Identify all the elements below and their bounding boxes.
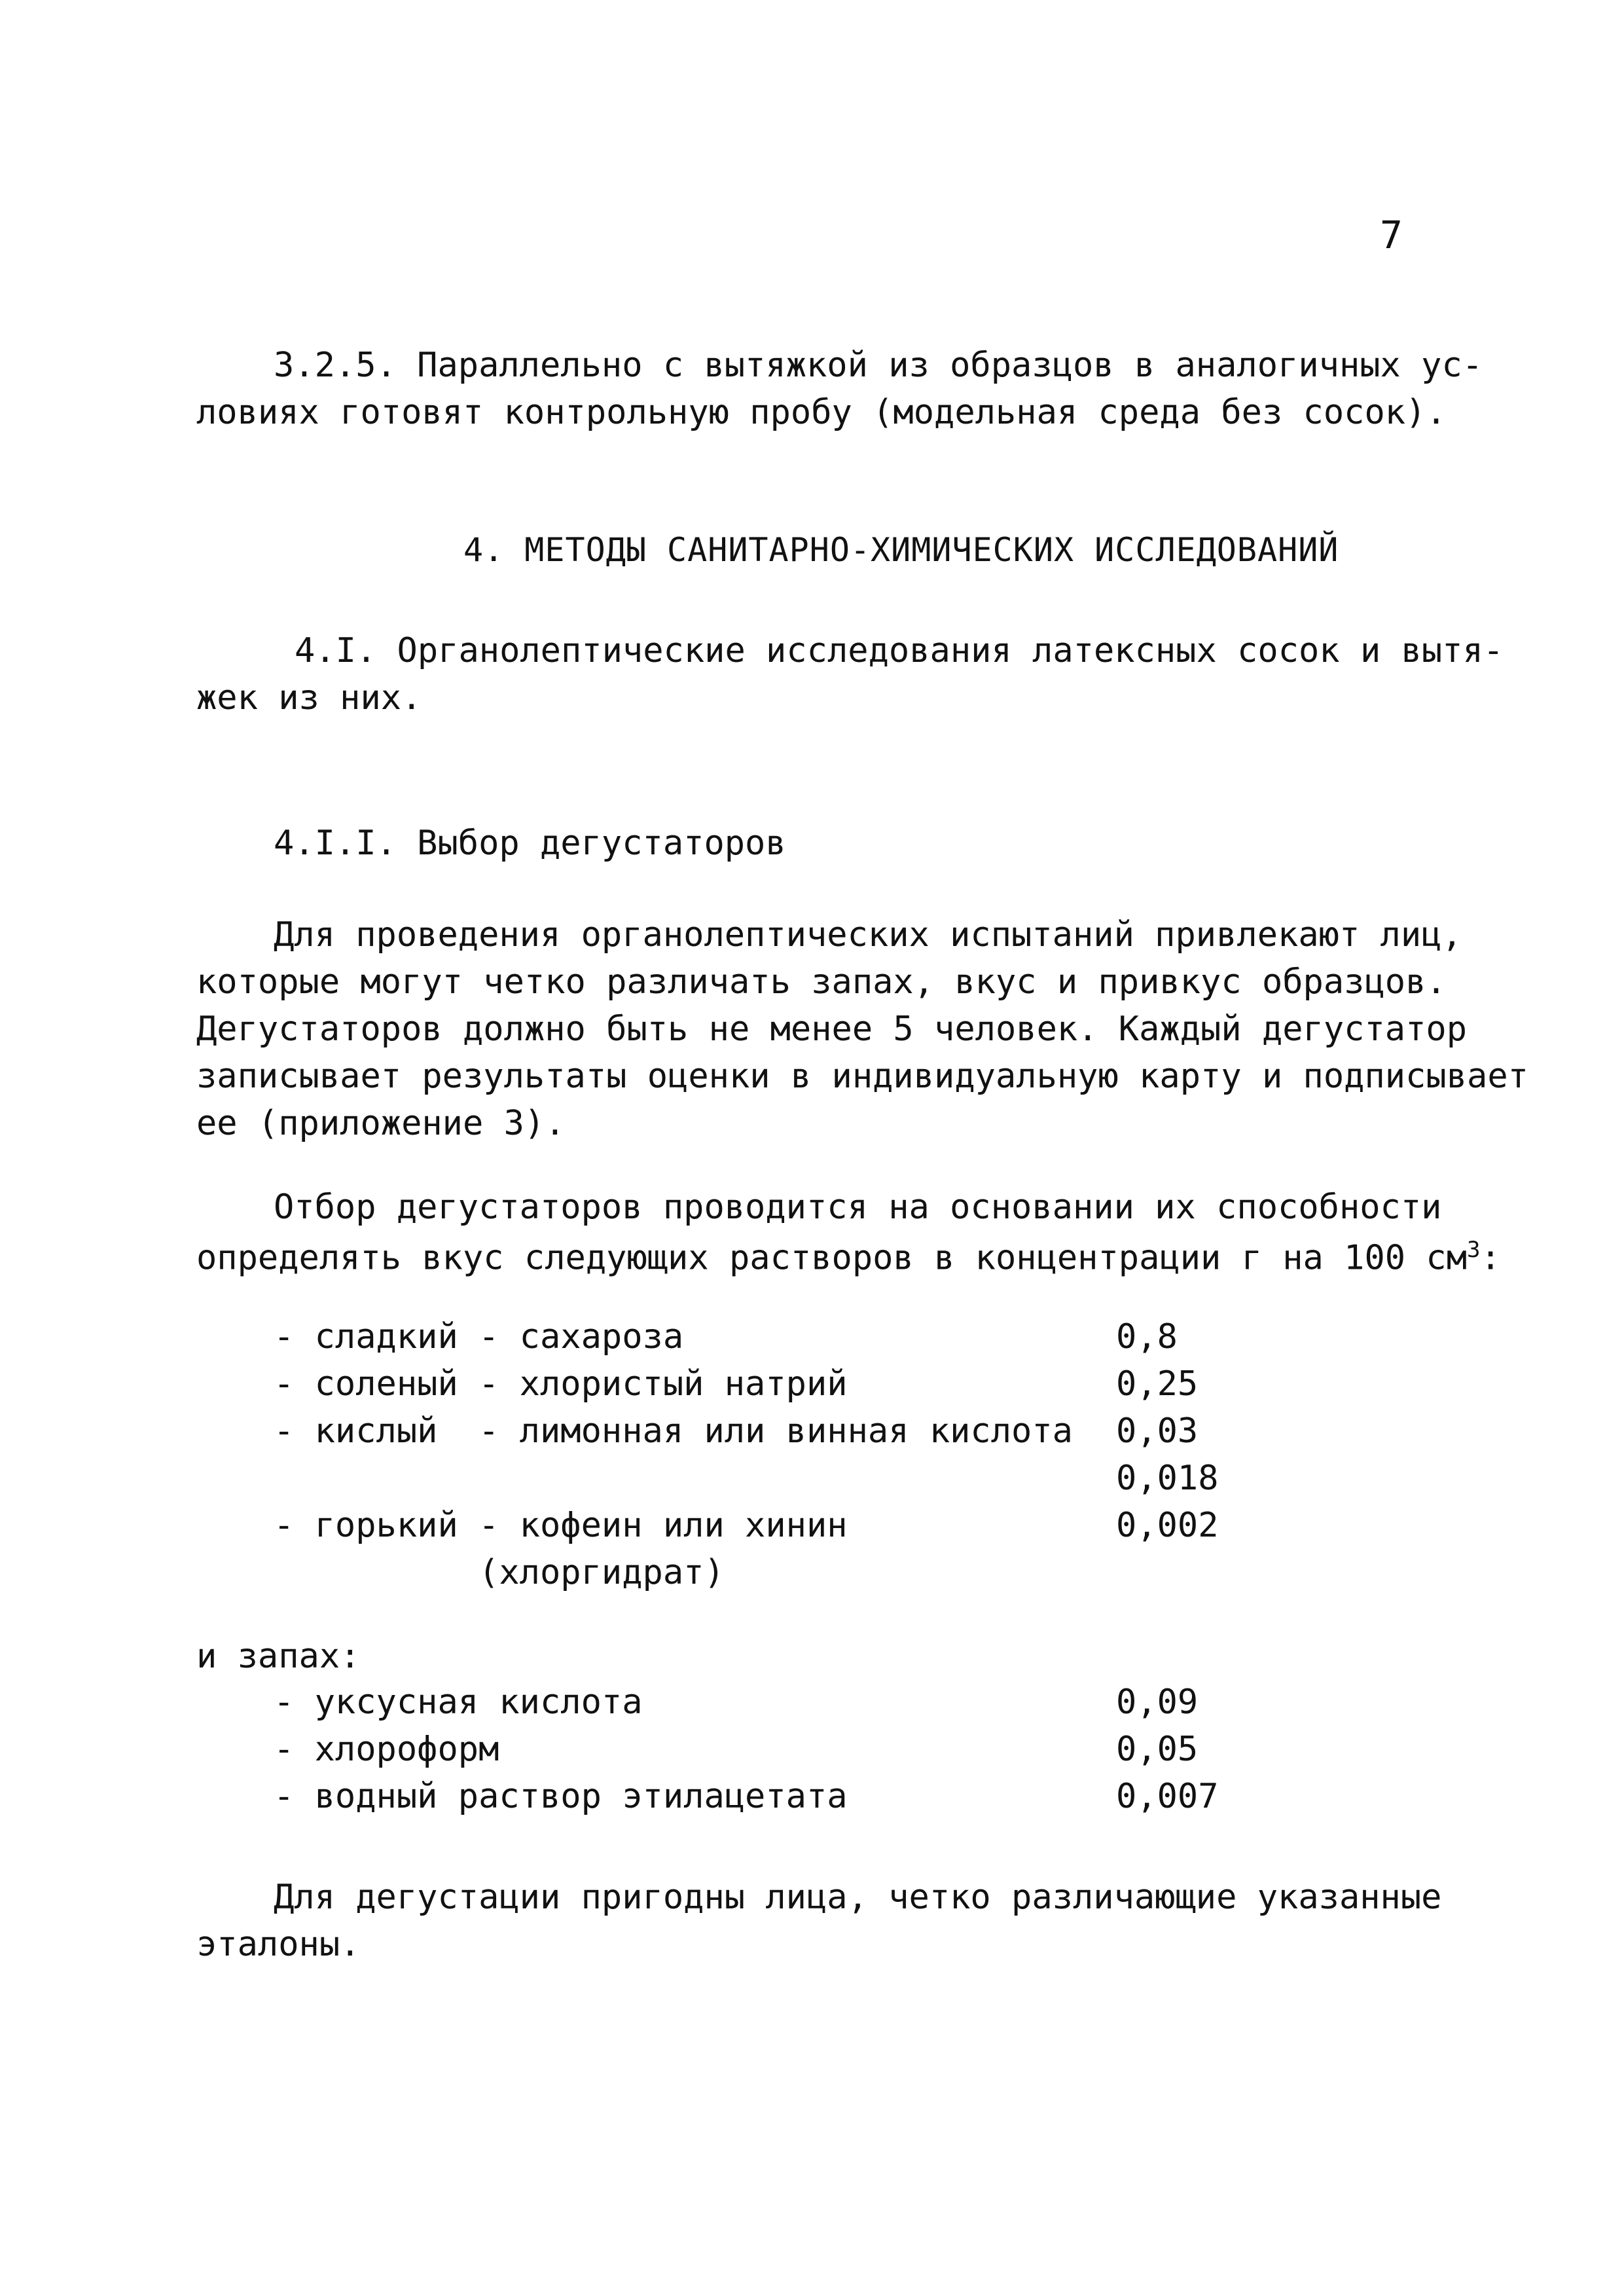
paragraph-2-line-1: Отбор дегустаторов проводится на основании их способности [274, 1188, 1442, 1227]
taste-value-sweet: 0,8 [1116, 1317, 1178, 1357]
taste-item-salty: - соленый - хлористый натрий [274, 1364, 848, 1404]
superscript-3: 3 [1467, 1237, 1481, 1263]
section-3-2-5-line-2: ловиях готовят контрольную пробу (модельная среда без сосок). [196, 393, 1447, 432]
section-4-1-1-title: 4.I.I. Выбор дегустаторов [274, 824, 786, 863]
paragraph-2-line-2 [196, 1237, 1501, 1278]
taste-value-sour: 0,03 [1116, 1412, 1199, 1451]
taste-value-bitter: 0,002 [1116, 1506, 1219, 1545]
section-4-1-line-1: 4.I. Органолептические исследования латексных сосок и вытя- [295, 631, 1504, 670]
paragraph-1-line-2: которые могут четко различать запах, вкус и привкус образцов. [196, 962, 1447, 1002]
section-4-1-line-2: жек из них. [196, 678, 422, 718]
paragraph-1-line-4: записывает результаты оценки в индивидуальную карту и подписывает [196, 1057, 1528, 1096]
paragraph-2-line-2-colon: : [1480, 1238, 1501, 1278]
page-number: 7 [1380, 213, 1403, 257]
smell-value-chloroform: 0,05 [1116, 1730, 1199, 1769]
taste-item-sour: - кислый - лимонная или винная кислота [274, 1412, 1073, 1451]
section-4-heading: 4. МЕТОДЫ САНИТАРНО-ХИМИЧЕСКИХ ИССЛЕДОВАНИЙ [463, 531, 1339, 569]
taste-value-sour-alt: 0,018 [1116, 1459, 1219, 1498]
taste-item-bitter: - горький - кофеин или хинин [274, 1506, 848, 1545]
paragraph-1-line-5: ее (приложение 3). [196, 1104, 566, 1143]
taste-value-salty: 0,25 [1116, 1364, 1199, 1404]
smell-value-ethyl-acetate: 0,007 [1116, 1777, 1219, 1816]
smell-item-acetic-acid: - уксусная кислота [274, 1683, 643, 1722]
paragraph-1-line-1: Для проведения органолептических испытаний привлекают лиц, [274, 915, 1462, 955]
section-3-2-5-line-1: 3.2.5. Параллельно с вытяжкой из образцов в аналогичных ус- [274, 346, 1483, 385]
paragraph-2-line-2-text: определять вкус следующих растворов в концентрации г на 100 см [196, 1238, 1468, 1278]
smell-value-acetic-acid: 0,09 [1116, 1683, 1199, 1722]
paragraph-3-line-1: Для дегустации пригодны лица, четко различающие указанные [274, 1878, 1442, 1917]
smell-item-ethyl-acetate: - водный раствор этилацетата [274, 1777, 848, 1816]
paragraph-3-line-2: эталоны. [196, 1925, 361, 1964]
smell-intro: и запах: [196, 1637, 361, 1676]
taste-item-bitter-note: (хлоргидрат) [274, 1553, 725, 1592]
paragraph-1-line-3: Дегустаторов должно быть не менее 5 человек. Каждый дегустатор [196, 1010, 1468, 1049]
taste-item-sweet: - сладкий - сахароза [274, 1317, 684, 1357]
smell-item-chloroform: - хлороформ [274, 1730, 499, 1769]
